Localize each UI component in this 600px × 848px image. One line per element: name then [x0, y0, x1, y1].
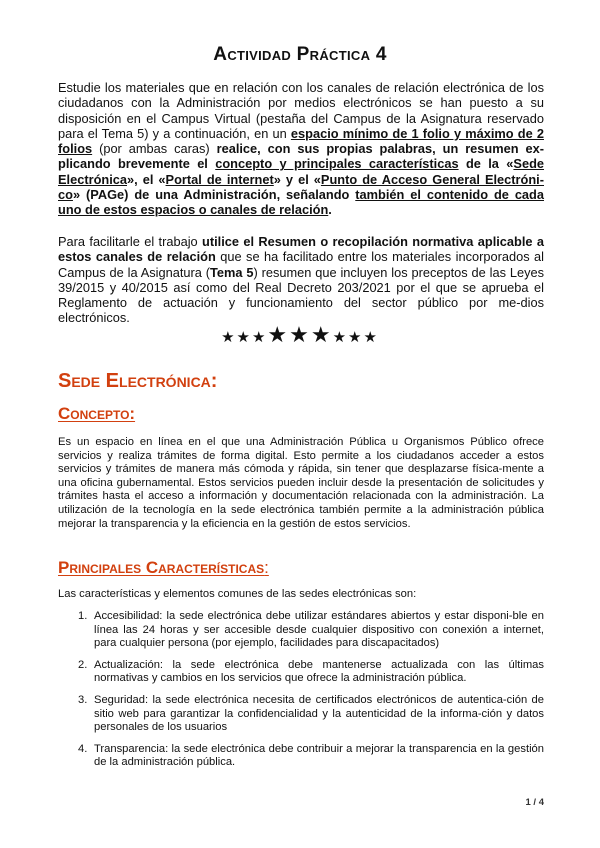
list-item-text: Actualización: la sede electrónica debe mantenerse actualizada con las últimas normativas y cambios en los servicios que ofrece la administración pública. — [94, 658, 544, 685]
features-heading-colon: : — [264, 558, 269, 577]
intro-bold-3: », el « — [127, 171, 166, 187]
list-item-number: 3. — [78, 693, 88, 706]
features-heading — [58, 558, 269, 578]
list-item-text: Transparencia: la sede electrónica debe contribuir a mejorar la transparencia en la gestión de la administración pública. — [94, 742, 544, 769]
stars-big: ★★★ — [267, 322, 333, 347]
list-item-number: 2. — [78, 658, 88, 671]
list-item — [58, 659, 544, 686]
page-title: Actividad Práctica 4 — [213, 44, 387, 65]
features-heading-text: Principales Características — [58, 558, 265, 577]
intro-end: . — [328, 202, 332, 218]
para2-text-2: que se ha facilitado entre los materiales incorporados al Campus de la Asignatura ( — [58, 249, 545, 280]
intro-underline-6: también el contenido de cada uno de estos espacios o canales de relación — [58, 187, 544, 218]
concept-text: Es un espacio en línea en el que una Administración Pública u Organismos Público ofrece servicios y realiza trámites de forma digital. Esto permite a los ciudadanos acceder a estos servicios y trámites de manera más cómoda y rápida, sin tener que desplazarse física-mente a una oficina gubernamental. Estos servicios pueden incluir desde la presentación de solicitudes y trámites hasta el acceso a información y documentación relacionada con la administración. La utilización de la tecnología en la sede electrónica también permite a la administración pública mejorar la transparencia y la eficiencia en la gestión de estos servicios. — [58, 436, 544, 530]
intro-underline-4: Portal de internet — [165, 171, 274, 187]
intro-underline-2: concepto y principales características — [215, 156, 459, 172]
para2-text-3: ) resumen que incluyen los preceptos de las Leyes 39/2015 y 40/2015 así como del Real Decreto 203/2021 por el que se aprueba el Reglamento de actuación y funcionamiento del sector público por me-dios electrónicos. — [58, 264, 544, 326]
intro-bold-1: realice, con sus propias palabras, un resumen ex-plicando brevemente el — [58, 141, 544, 172]
intro-paragraph — [58, 80, 544, 218]
intro-underline-3: Sede Electrónica — [58, 156, 545, 187]
list-item-number: 4. — [78, 742, 88, 755]
intro-underline-5: Punto de Acceso General Electróni-co — [58, 171, 544, 203]
stars-small-right: ★★★ — [332, 329, 379, 346]
features-list — [58, 610, 544, 770]
intro-bold-5: » (PAGe) de una Administración, señalando — [72, 187, 356, 203]
features-intro: Las características y elementos comunes de las sedes electrónicas son: — [58, 588, 417, 600]
stars-small-left: ★★★ — [221, 329, 268, 346]
intro-bold-4: » y el « — [273, 171, 321, 187]
list-item — [58, 743, 544, 770]
intro-underline-1: espacio mínimo de 1 folio y máximo de 2 folios — [58, 125, 544, 157]
second-paragraph — [58, 234, 544, 326]
section-heading: Sede Electrónica: — [58, 370, 218, 392]
concept-heading: Concepto: — [58, 404, 136, 423]
page-number: 1 / 4 — [525, 797, 544, 808]
para2-text-1: Para facilitarle el trabajo — [58, 234, 203, 249]
star-divider — [0, 322, 600, 348]
list-item-text: Seguridad: la sede electrónica necesita de certificados electrónicos de autentica-ción de sitio web para garantizar la confidencialidad y la autenticidad de la informa-ción y datos personales de los usuarios — [94, 693, 544, 734]
para2-bold-1: utilice el Resumen o recopilación normativa aplicable a estos canales de relación — [58, 234, 544, 265]
list-item — [58, 694, 544, 735]
intro-bold-2: de la « — [458, 156, 514, 172]
list-item-number: 1. — [78, 610, 88, 622]
intro-text-2: (por ambas caras) — [92, 141, 217, 157]
list-item — [58, 610, 544, 651]
intro-text-1: Estudie los materiales que en relación con los canales de relación electrónica de los ciudadanos con la Administración por medios electrónicos se han puesto a su disposición en el Campus Virtual (pestaña del Campus de la Asignatura reservado para el Tema 5) y a continuación, en un — [58, 80, 544, 141]
list-item-text: Accesibilidad: la sede electrónica debe utilizar estándares abiertos y estar disponi-ble en línea las 24 horas y ser accesible desde cualquier dispositivo con conexión a internet, para cualquier persona (por ejemplo, facilidades para discapacitados) — [94, 610, 544, 650]
para2-bold-2: Tema 5 — [210, 264, 254, 280]
